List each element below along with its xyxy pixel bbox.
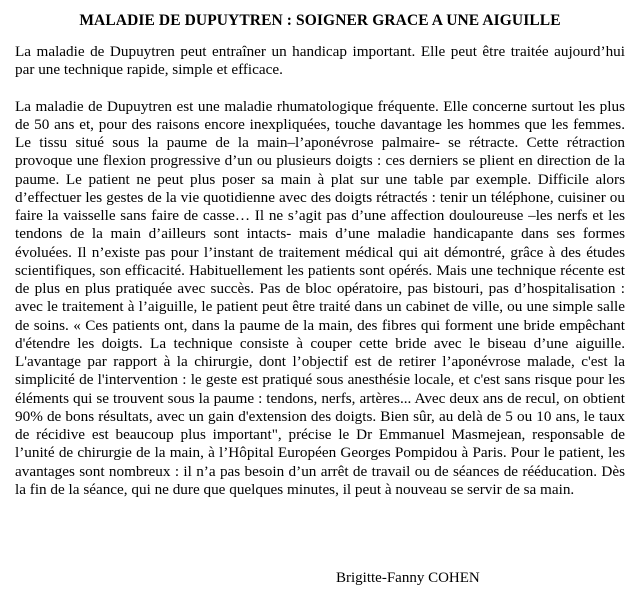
author-signature: Brigitte-Fanny COHEN [336, 570, 480, 586]
body-paragraph: La maladie de Dupuytren est une maladie rhumatologique fréquente. Elle concerne surtout les plus de 50 ans et, pour des raisons encore inexpliquées, touche davantage les hommes que les femmes. Le tissu situé sous la paume de la main–l’aponévrose palmaire- se rétracte. Cette rétraction provoque une flexion progressive d’un ou plusieurs doigts : ces derniers se plient en direction de la paume. Le patient ne peut plus poser sa main à plat sur une table par exemple. Difficile alors d’effectuer les gestes de la vie quotidienne avec des doigts rétractés : tenir un téléphone, cuisiner ou faire la vaisselle sans faire de casse… Il ne s’agit pas d’une affection douloureuse –les nerfs et les tendons de la main d’ailleurs sont intacts- mais d’une maladie handicapante dans ses formes évoluées. Il n’existe pas pour l’instant de traitement médical qui ait démontré, grâce à des études scientifiques, son efficacité. Habituellement les patients sont opérés. Mais une technique récente est de plus en plus pratiquée avec succès. Pas de bloc opératoire, pas bistouri, pas d’hospitalisation : avec le traitement à l’aiguille, le patient peut être traité dans un cabinet de ville, ou une simple salle de soins. « Ces patients ont, dans la paume de la main, des fibres qui forment une bride empêchant d'étendre les doigts. La technique consiste à couper cette bride avec le biseau d’une aiguille. L'avantage par rapport à la chirurgie, dont l’objectif est de retirer l’aponévrose malade, c'est la simplicité de l'intervention : le geste est pratiqué sous anesthésie locale, et c'est sans risque pour les éléments qui se trouvent sous la paume : tendons, nerfs, artères... Avec deux ans de recul, on obtient 90% de bons résultats, avec un gain d'extension des doigts. Bien sûr, au delà de 5 ou 10 ans, le taux de récidive est beaucoup plus important", précise le Dr Emmanuel Masmejean, responsable de l’unité de chirurgie de la main, à l’Hôpital Européen Georges Pompidou à Paris. Pour le patient, les avantages sont nombreux : il n’a pas besoin d’un arrêt de travail ou de séances de rééducation. Dès la fin de la séance, qui ne dure que quelques minutes, il peut à nouveau se servir de sa main. [15, 97, 625, 498]
article [15, 10, 625, 499]
article-title: MALADIE DE DUPUYTREN : SOIGNER GRACE A UNE AIGUILLE [79, 12, 561, 29]
intro-paragraph: La maladie de Dupuytren peut entraîner un handicap important. Elle peut être traitée aujourd’hui par une technique rapide, simple et efficace. [15, 43, 625, 79]
